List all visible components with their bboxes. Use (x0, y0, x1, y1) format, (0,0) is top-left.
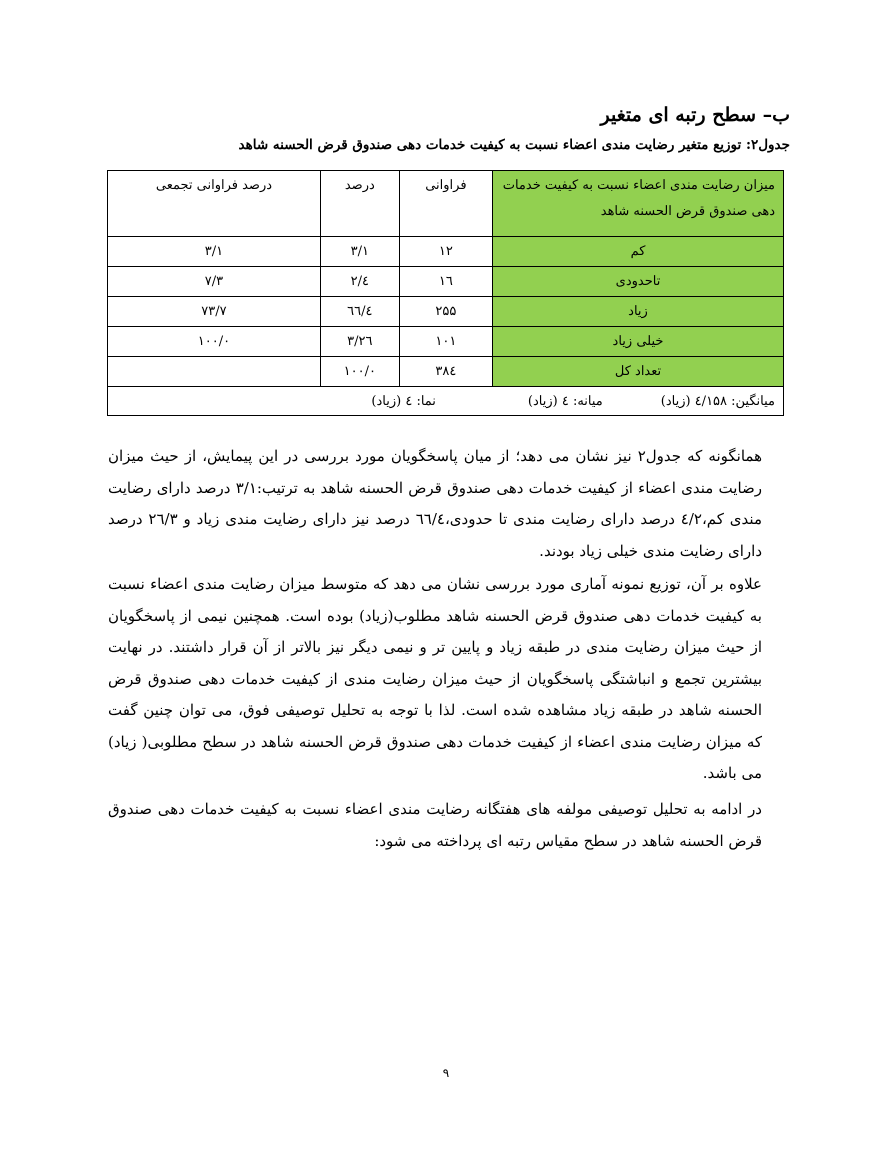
row-percent: ۲٦/۳ (320, 327, 399, 357)
row-category: خیلی زیاد (493, 327, 784, 357)
table-row-total (108, 357, 784, 387)
row-cumulative: ۷۳/۷ (108, 297, 321, 327)
row-category: زیاد (493, 297, 784, 327)
stat-mean: میانگین: ٤/۱۵۸ (زیاد) (660, 393, 775, 409)
row-frequency: ۱٦ (399, 267, 492, 297)
table-row (108, 297, 784, 327)
row-frequency: ۲۵۵ (399, 297, 492, 327)
stat-mode: نما: ٤ (زیاد) (371, 393, 436, 409)
row-frequency: ۳۸٤ (399, 357, 492, 387)
table-row (108, 327, 784, 357)
row-frequency: ۱۰۱ (399, 327, 492, 357)
table-row (108, 237, 784, 267)
paragraph-table-interpretation: همانگونه که جدول۲ نیز نشان می دهد؛ از میان پاسخگویان مورد بررسی در این پیمایش، از حیث میزان رضایت مندی اعضاء از کیفیت خدمات دهی صندوق قرض الحسنه شاهد به ترتیب:۳/۱ درصد دارای رضایت مندی کم،٤/۲ درصد دارای رضایت مندی تا حدودی،٦٦/٤ درصد نیز دارای رضایت مندی زیاد و ۲٦/۳ درصد دارای رضایت مندی خیلی زیاد بودند. (108, 447, 763, 560)
table-header-row (108, 171, 784, 237)
table-row (108, 267, 784, 297)
page-number: ۹ (442, 1066, 450, 1080)
table-caption: جدول۲: توزیع متغیر رضایت مندی اعضاء نسبت به کیفیت خدمات دهی صندوق قرض الحسنه شاهد (238, 137, 790, 153)
row-category: تعداد کل (493, 357, 784, 387)
row-category: کم (493, 237, 784, 267)
section-heading: ب– سطح رتبه ای متغیر (600, 104, 790, 126)
stats-cell (108, 387, 784, 416)
header-cumulative: درصد فراوانی تجمعی (108, 171, 321, 237)
row-cumulative (108, 357, 321, 387)
row-percent: ۳/۱ (320, 237, 399, 267)
stat-median: میانه: ٤ (زیاد) (527, 393, 603, 409)
paragraph-summary: علاوه بر آن، توزیع نمونه آماری مورد بررسی نشان می دهد که متوسط میزان رضایت مندی اعضاء نسبت به کیفیت خدمات دهی صندوق قرض الحسنه شاهد مطلوب(زیاد) بوده است. همچنین نیمی از پاسخگویان از حیث میزان رضایت مندی در طبقه زیاد و پایین تر و نیمی دیگر نیز بالاتر از آن قرار داشتند. در نهایت بیشترین تجمع و انباشتگی پاسخگویان از حیث میزان رضایت مندی از کیفیت خدمات دهی صندوق قرض الحسنه شاهد در طبقه زیاد مشاهده شده است. لذا با توجه به تحلیل توصیفی فوق، می توان چنین گفت که میزان رضایت مندی اعضاء از کیفیت خدمات دهی صندوق قرض الحسنه شاهد در سطح مطلوبی( زیاد) می باشد. (108, 575, 762, 782)
row-cumulative: ۷/۳ (108, 267, 321, 297)
header-percent: درصد (320, 171, 399, 237)
row-percent: ٤/۲ (320, 267, 399, 297)
row-category: تاحدودی (493, 267, 784, 297)
table-stats-row (108, 387, 784, 416)
row-cumulative: ۱۰۰/۰ (108, 327, 321, 357)
row-percent: ۱۰۰/۰ (320, 357, 399, 387)
row-percent: ٦٦/٤ (320, 297, 399, 327)
paragraph-next-section: در ادامه به تحلیل توصیفی مولفه های هفتگانه رضایت مندی اعضاء نسبت به کیفیت خدمات دهی صندوق قرض الحسنه شاهد در سطح مقیاس رتبه ای پرداخته می شود: (108, 800, 762, 850)
row-cumulative: ۳/۱ (108, 237, 321, 267)
header-frequency: فراوانی (399, 171, 492, 237)
satisfaction-table (107, 170, 784, 416)
row-frequency: ۱۲ (399, 237, 492, 267)
header-category: میزان رضایت مندی اعضاء نسبت به کیفیت خدمات دهی صندوق قرض الحسنه شاهد (493, 171, 784, 237)
